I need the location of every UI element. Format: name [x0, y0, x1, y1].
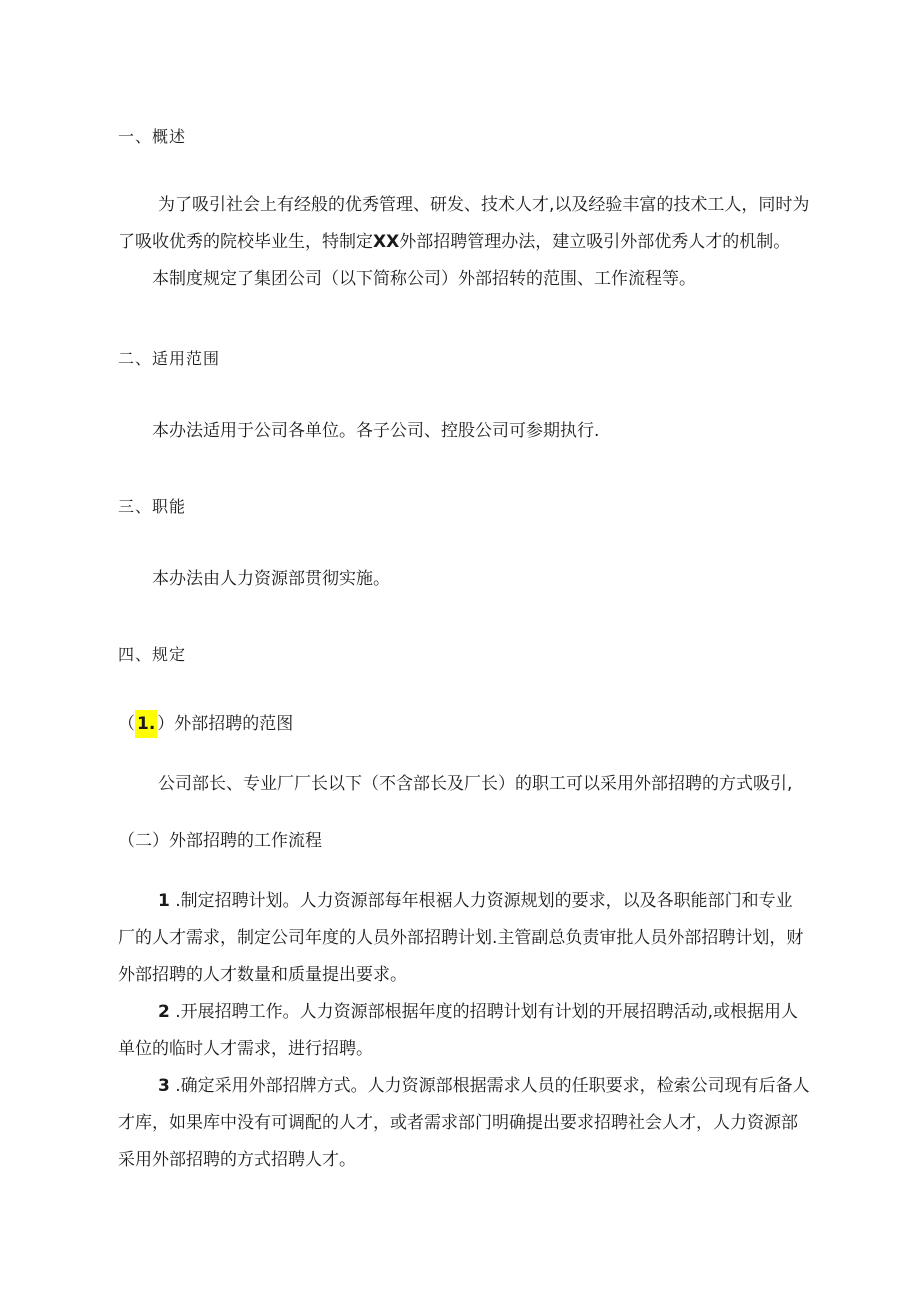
section-heading-overview: 一、概述 [118, 127, 187, 146]
step1-number: 1 [158, 891, 170, 911]
step2-line1-text: .开展招聘工作。人力资源部根据年度的招聘计划有计划的开展招聘活动,或根据用人 [175, 1002, 799, 1022]
step3-line3: 采用外部招聘的方式招聘人才。 [118, 1150, 356, 1170]
step3-line1-text: .确定采用外部招牌方式。人力资源部根据需求人员的任职要求，检索公司现有后备人 [175, 1076, 810, 1096]
overview-line2-text-a: 了吸收优秀的院校毕业生，特制定 [118, 232, 373, 252]
overview-line2-bold: XX [373, 232, 400, 252]
overview-paragraph-2: 本制度规定了集团公司（以下简称公司）外部招转的范围、工作流程等。 [152, 269, 696, 289]
step1-line1-text: .制定招聘计划。人力资源部每年根裾人力资源规划的要求，以及各职能部门和专业 [175, 891, 793, 911]
step2-line1 [158, 996, 798, 1028]
item1-marker-highlight: 1. [135, 710, 157, 738]
step1-line2: 厂的人才需求，制定公司年度的人员外部招聘计划.主管副总负责审批人员外部招聘计划，财 [118, 928, 804, 948]
function-paragraph: 本办法由人力资源部贯彻实施。 [152, 569, 390, 589]
rules-item2-heading: （二）外部招聘的工作流程 [118, 831, 322, 851]
step1-line3: 外部招聘的人才数量和质量提出要求。 [118, 965, 407, 985]
step2-number: 2 [158, 1002, 170, 1022]
step3-number: 3 [158, 1076, 170, 1096]
section-heading-rules: 四、规定 [118, 645, 187, 664]
rules-item1-text: 公司部长、专业厂厂长以下（不含部长及厂长）的职工可以采用外部招聘的方式吸引, [158, 774, 793, 794]
overview-paragraph-line1: 为了吸引社会上有经般的优秀管理、研发、技术人才,以及经验丰富的技术工人，同时为 [158, 195, 810, 215]
overview-line2-text-b: 外部招聘管理办法，建立吸引外部优秀人才的机制。 [399, 232, 791, 252]
step2-line2: 单位的临时人才需求，进行招聘。 [118, 1039, 373, 1059]
rules-item1-heading [118, 708, 293, 740]
section-heading-scope: 二、适用范围 [118, 349, 221, 368]
section-heading-function: 三、职能 [118, 497, 187, 516]
step3-line2: 才库，如果库中没有可调配的人才，或者需求部门明确提出要求招聘社会人才，人力资源部 [118, 1113, 798, 1133]
item1-suffix: ）外部招聘的范图 [157, 714, 294, 734]
overview-paragraph-line2 [118, 226, 790, 258]
item1-prefix: （ [118, 714, 135, 734]
step1-line1 [158, 885, 793, 917]
scope-paragraph: 本办法适用于公司各单位。各子公司、控股公司可参期执行. [152, 421, 600, 441]
step3-line1 [158, 1070, 810, 1102]
